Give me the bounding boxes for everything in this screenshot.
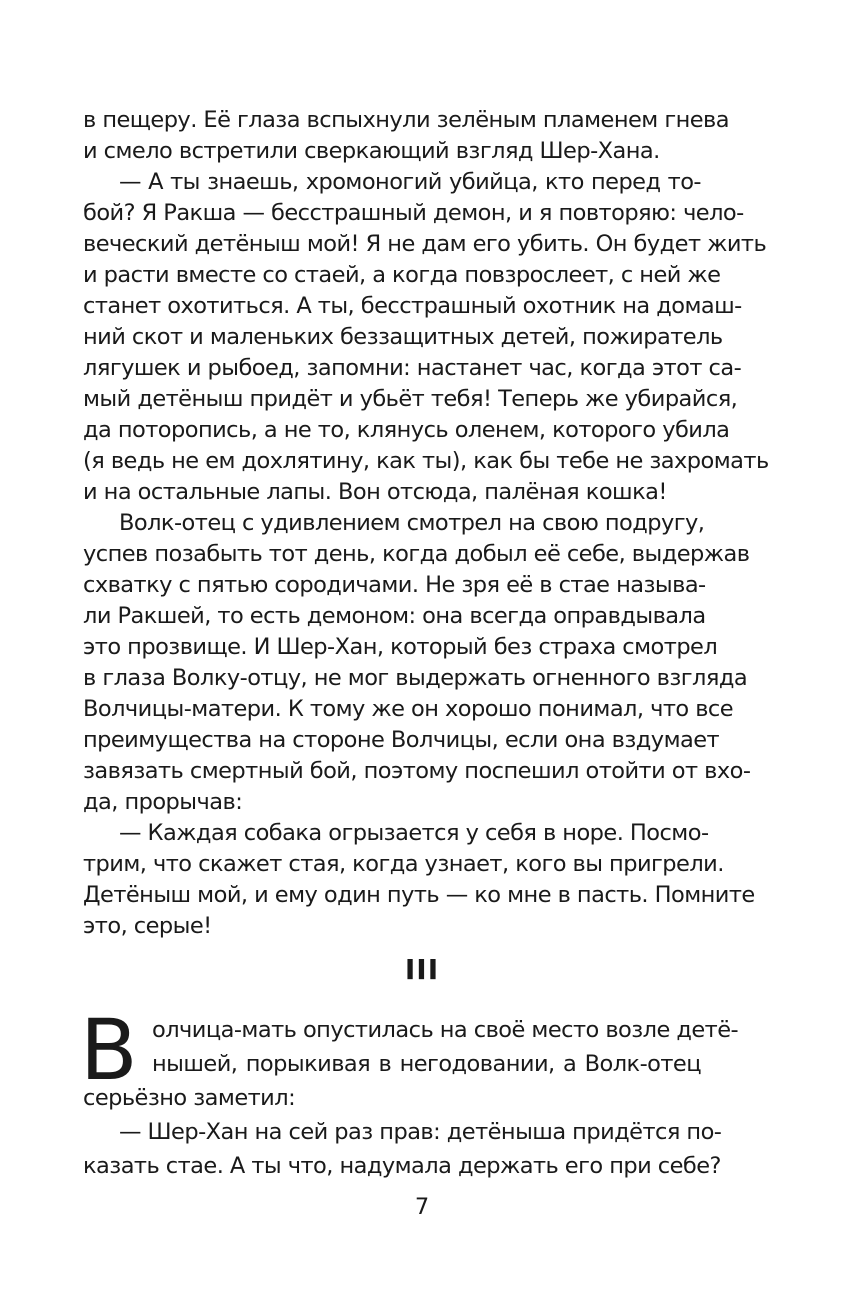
text-line: преимущества на стороне Волчицы, если она вздумает bbox=[83, 727, 720, 753]
text-line: и на остальные лапы. Вон отсюда, палёная кошка! bbox=[83, 479, 667, 505]
text-line: и смело встретили сверкающий взгляд Шер-Хана. bbox=[83, 138, 660, 164]
text-line: да, прорычав: bbox=[83, 789, 243, 815]
text-line: схватку с пятью сородичами. Не зря её в стае называ- bbox=[83, 572, 706, 598]
text-line: да поторопись, а не то, клянусь оленем, которого убила bbox=[83, 417, 730, 443]
text-line: казать стае. А ты что, надумала держать его при себе? bbox=[83, 1153, 721, 1179]
text-line: олчица-мать опустилась на своё место возле детё- bbox=[152, 1017, 739, 1043]
text-line: успев позабыть тот день, когда добыл её себе, выдержав bbox=[83, 541, 750, 567]
text-line: завязать смертный бой, поэтому поспешил отойти от вхо- bbox=[83, 758, 751, 784]
text-line: Детёныш мой, и ему один путь — ко мне в пасть. Помните bbox=[83, 882, 755, 908]
text-line: и расти вместе со стаей, а когда повзрослеет, с ней же bbox=[83, 262, 721, 288]
text-line: ний скот и маленьких беззащитных детей, пожиратель bbox=[83, 324, 723, 350]
text-line: это прозвище. И Шер-Хан, который без страха смотрел bbox=[83, 634, 718, 660]
text-line: (я ведь не ем дохлятину, как ты), как бы тебе не захромать bbox=[83, 448, 769, 474]
text-line: Волк-отец с удивлением смотрел на свою подругу, bbox=[119, 510, 705, 536]
text-line: в глаза Волку-отцу, не мог выдержать огненного взгляда bbox=[83, 665, 748, 691]
text-line: в пещеру. Её глаза вспыхнули зелёным пламенем гнева bbox=[83, 107, 729, 133]
text-line: мый детёныш придёт и убьёт тебя! Теперь же убирайся, bbox=[83, 386, 738, 412]
text-line: это, серые! bbox=[83, 913, 212, 939]
chapter-title: III bbox=[404, 953, 440, 986]
text-line: серьёзно заметил: bbox=[83, 1085, 296, 1111]
text-line: нышей, порыкивая в негодовании, а Волк-отец bbox=[152, 1051, 701, 1077]
text-line: бой? Я Ракша — бесстрашный демон, и я повторяю: чело- bbox=[83, 200, 744, 226]
page-number: 7 bbox=[414, 1194, 430, 1220]
text-line: — Шер-Хан на сей раз прав: детёныша придётся по- bbox=[119, 1119, 722, 1145]
text-line: веческий детёныш мой! Я не дам его убить. Он будет жить bbox=[83, 231, 767, 257]
drop-cap: В bbox=[80, 1001, 138, 1099]
text-line: станет охотиться. А ты, бесстрашный охотник на домаш- bbox=[83, 293, 742, 319]
text-line: ли Ракшей, то есть демоном: она всегда оправдывала bbox=[83, 603, 706, 629]
text-line: трим, что скажет стая, когда узнает, кого вы пригрели. bbox=[83, 851, 724, 877]
text-line: — А ты знаешь, хромоногий убийца, кто перед то- bbox=[119, 169, 701, 195]
text-line: лягушек и рыбоед, запомни: настанет час, когда этот са- bbox=[83, 355, 742, 381]
text-line: Волчицы-матери. К тому же он хорошо понимал, что все bbox=[83, 696, 734, 722]
text-line: — Каждая собака огрызается у себя в норе. Посмо- bbox=[119, 820, 709, 846]
